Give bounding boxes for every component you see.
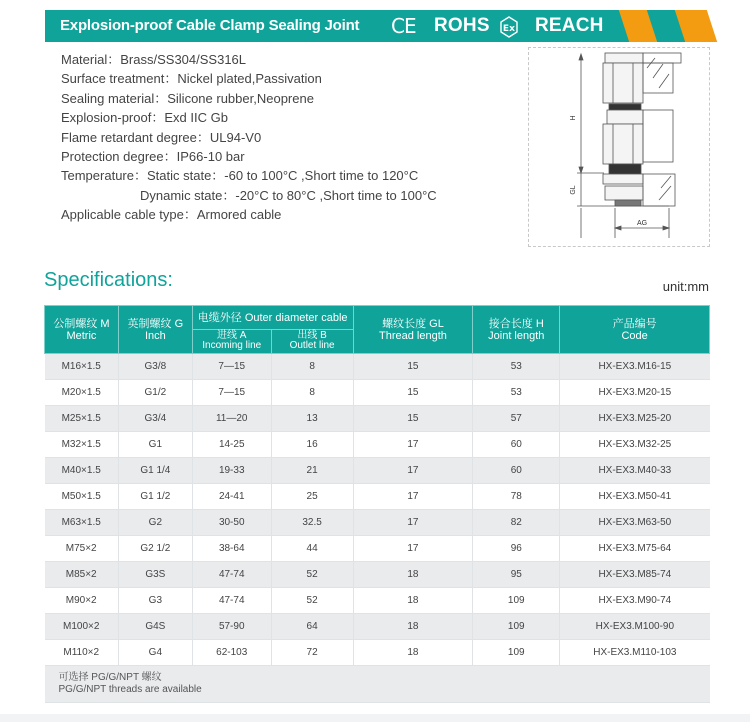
- cell-metric: M25×1.5: [45, 406, 119, 432]
- cell-thread-length: 18: [353, 588, 473, 614]
- cell-thread-length: 18: [353, 562, 473, 588]
- header-thread-length: 螺纹长度 GL Thread length: [353, 306, 473, 354]
- cell-inch: G1 1/2: [118, 484, 192, 510]
- table-row: [45, 432, 710, 458]
- cell-incoming: 7—15: [192, 380, 271, 406]
- footer-band: [0, 714, 750, 722]
- cell-outlet: 52: [271, 562, 353, 588]
- cell-code: HX-EX3.M75-64: [560, 536, 710, 562]
- cell-joint-length: 78: [473, 484, 560, 510]
- header-outer-diameter: 电缆外径 Outer diameter cable: [192, 306, 353, 330]
- ce-mark-icon: CE: [391, 14, 416, 38]
- cell-incoming: 30-50: [192, 510, 271, 536]
- table-row: [45, 484, 710, 510]
- ex-explosion-proof-icon: [498, 16, 520, 38]
- property-flame-retardant: Flame retardant degree：UL94-V0: [61, 129, 262, 145]
- cell-joint-length: 109: [473, 588, 560, 614]
- table-row: [45, 588, 710, 614]
- unit-label: unit:mm: [662, 279, 709, 294]
- cell-outlet: 25: [271, 484, 353, 510]
- cell-metric: M63×1.5: [45, 510, 119, 536]
- cell-code: HX-EX3.M20-15: [560, 380, 710, 406]
- rohs-mark: ROHS: [434, 15, 490, 36]
- cell-inch: G3S: [118, 562, 192, 588]
- cell-joint-length: 95: [473, 562, 560, 588]
- cell-code: HX-EX3.M32-25: [560, 432, 710, 458]
- cable-gland-diagram: [528, 47, 710, 247]
- cell-metric: M75×2: [45, 536, 119, 562]
- table-row: [45, 458, 710, 484]
- cell-code: HX-EX3.M100-90: [560, 614, 710, 640]
- cell-joint-length: 57: [473, 406, 560, 432]
- property-explosion-proof: Explosion-proof：Exd IIC Gb: [61, 110, 228, 126]
- dimension-label-gl: GL: [570, 185, 577, 195]
- cell-thread-length: 17: [353, 484, 473, 510]
- header-incoming-line: 进线 A Incoming line: [192, 330, 271, 354]
- table-row: [45, 562, 710, 588]
- cell-thread-length: 15: [353, 380, 473, 406]
- property-protection-degree: Protection degree：IP66-10 bar: [61, 149, 245, 165]
- property-material: Material：Brass/SS304/SS316L: [61, 52, 247, 67]
- title-banner: [45, 10, 625, 42]
- cell-outlet: 16: [271, 432, 353, 458]
- property-temperature-dynamic: Dynamic state：-20°C to 80°C ,Short time to 100°C: [140, 187, 437, 203]
- header-code: 产品编号 Code: [560, 306, 710, 354]
- svg-text:Ex: Ex: [502, 24, 516, 34]
- reach-mark: REACH: [535, 15, 604, 36]
- cell-outlet: 8: [271, 354, 353, 380]
- header-outlet-line: 出线 B Outlet line: [271, 330, 353, 354]
- product-title: Explosion-proof Cable Clamp Sealing Joint: [60, 17, 360, 34]
- cell-incoming: 47-74: [192, 588, 271, 614]
- cell-inch: G1: [118, 432, 192, 458]
- cell-thread-length: 18: [353, 614, 473, 640]
- property-surface-treatment: Surface treatment：Nickel plated,Passivation: [61, 71, 322, 87]
- specifications-table: [44, 305, 710, 703]
- cell-thread-length: 17: [353, 510, 473, 536]
- property-sealing-material: Sealing material：Silicone rubber,Neoprene: [61, 90, 314, 106]
- cell-metric: M50×1.5: [45, 484, 119, 510]
- cell-incoming: 57-90: [192, 614, 271, 640]
- cell-inch: G2 1/2: [118, 536, 192, 562]
- cell-joint-length: 53: [473, 380, 560, 406]
- cell-code: HX-EX3.M25-20: [560, 406, 710, 432]
- cell-outlet: 52: [271, 588, 353, 614]
- dimension-label-h: H: [570, 115, 577, 121]
- table-row: [45, 536, 710, 562]
- cell-incoming: 7—15: [192, 354, 271, 380]
- cell-code: HX-EX3.M110-103: [560, 640, 710, 666]
- cell-thread-length: 18: [353, 640, 473, 666]
- cell-metric: M110×2: [45, 640, 119, 666]
- note-en: PG/G/NPT threads are available: [58, 684, 202, 695]
- cell-metric: M90×2: [45, 588, 119, 614]
- thread-options-note: [45, 666, 710, 703]
- cell-outlet: 21: [271, 458, 353, 484]
- cell-outlet: 44: [271, 536, 353, 562]
- table-row: [45, 640, 710, 666]
- cell-joint-length: 109: [473, 614, 560, 640]
- cell-code: HX-EX3.M50-41: [560, 484, 710, 510]
- cell-thread-length: 17: [353, 458, 473, 484]
- cell-outlet: 64: [271, 614, 353, 640]
- cell-joint-length: 60: [473, 458, 560, 484]
- table-row: [45, 354, 710, 380]
- table-row: [45, 614, 710, 640]
- cell-incoming: 38-64: [192, 536, 271, 562]
- cell-metric: M20×1.5: [45, 380, 119, 406]
- dimension-label-ag: AG: [636, 220, 648, 227]
- cell-metric: M40×1.5: [45, 458, 119, 484]
- specifications-heading: Specifications:: [44, 269, 173, 291]
- cell-incoming: 62-103: [192, 640, 271, 666]
- cell-inch: G4S: [118, 614, 192, 640]
- cell-incoming: 14-25: [192, 432, 271, 458]
- cell-inch: G3: [118, 588, 192, 614]
- cell-thread-length: 15: [353, 406, 473, 432]
- table-row: [45, 380, 710, 406]
- cell-code: HX-EX3.M16-15: [560, 354, 710, 380]
- cell-code: HX-EX3.M90-74: [560, 588, 710, 614]
- product-properties: [61, 50, 437, 225]
- cell-inch: G2: [118, 510, 192, 536]
- cell-joint-length: 96: [473, 536, 560, 562]
- cell-code: HX-EX3.M63-50: [560, 510, 710, 536]
- cell-joint-length: 60: [473, 432, 560, 458]
- cell-metric: M16×1.5: [45, 354, 119, 380]
- header-joint-length: 接合长度 H Joint length: [473, 306, 560, 354]
- specifications-table-body: [45, 354, 710, 703]
- cell-thread-length: 17: [353, 536, 473, 562]
- cell-inch: G1/2: [118, 380, 192, 406]
- cell-incoming: 47-74: [192, 562, 271, 588]
- cell-thread-length: 17: [353, 432, 473, 458]
- cell-incoming: 24-41: [192, 484, 271, 510]
- cell-outlet: 32.5: [271, 510, 353, 536]
- cell-joint-length: 109: [473, 640, 560, 666]
- header-inch: 英制螺纹 G Inch: [118, 306, 192, 354]
- cell-thread-length: 15: [353, 354, 473, 380]
- cell-code: HX-EX3.M40-33: [560, 458, 710, 484]
- table-row: [45, 406, 710, 432]
- cell-outlet: 8: [271, 380, 353, 406]
- cell-incoming: 19-33: [192, 458, 271, 484]
- table-note-row: [45, 666, 710, 703]
- cell-incoming: 11—20: [192, 406, 271, 432]
- cell-inch: G3/4: [118, 406, 192, 432]
- table-row: [45, 510, 710, 536]
- cell-metric: M100×2: [45, 614, 119, 640]
- cell-metric: M32×1.5: [45, 432, 119, 458]
- cell-metric: M85×2: [45, 562, 119, 588]
- cell-inch: G3/8: [118, 354, 192, 380]
- cell-inch: G4: [118, 640, 192, 666]
- cell-outlet: 72: [271, 640, 353, 666]
- property-cable-type: Applicable cable type：Armored cable: [61, 207, 282, 223]
- cell-code: HX-EX3.M85-74: [560, 562, 710, 588]
- cell-inch: G1 1/4: [118, 458, 192, 484]
- property-temperature-static: Temperature：Static state：-60 to 100°C ,Short time to 120°C: [61, 168, 419, 184]
- cell-outlet: 13: [271, 406, 353, 432]
- cell-joint-length: 53: [473, 354, 560, 380]
- note-cn: 可选择 PG/G/NPT 螺纹: [58, 672, 162, 683]
- cell-joint-length: 82: [473, 510, 560, 536]
- header-metric: 公制螺纹 M Metric: [45, 306, 119, 354]
- technical-drawing: [529, 48, 709, 246]
